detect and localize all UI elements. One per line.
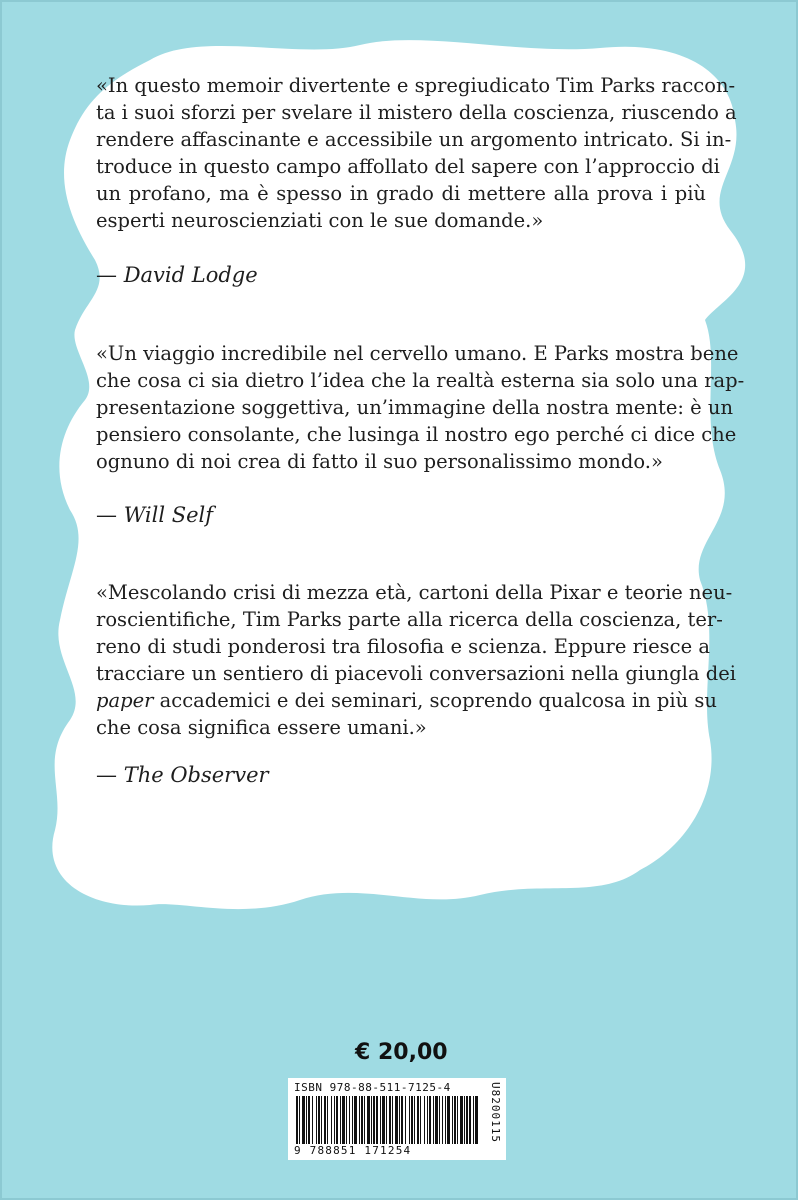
spacer-text	[117, 503, 124, 527]
quote-line: un profano, ma è spesso in grado di mettere alla prova i più	[96, 182, 706, 205]
barcode-bar	[354, 1096, 357, 1144]
barcode-bar	[454, 1096, 456, 1144]
quote-line: pensiero consolante, che lusinga il nostro ego perché ci dice che	[96, 423, 737, 446]
quote-line: che cosa ci sia dietro l’idea che la realtà esterna sia solo una rap-	[96, 369, 745, 392]
barcode-bar	[424, 1096, 425, 1144]
barcode-bar	[308, 1096, 310, 1144]
barcode-bar	[352, 1096, 353, 1144]
barcode-bar	[389, 1096, 391, 1144]
barcode-bar	[380, 1096, 381, 1144]
spacer-text	[117, 263, 124, 287]
quote-line: «In questo memoir divertente e spregiudicato Tim Parks raccon-	[96, 74, 736, 97]
barcode-bar	[401, 1096, 403, 1144]
barcode-bar	[386, 1096, 387, 1144]
quote-line: ognuno di noi crea di fatto il suo personalissimo mondo.»	[96, 450, 663, 473]
barcode-bar	[342, 1096, 345, 1144]
spacer-text	[117, 763, 124, 787]
barcode-bar	[427, 1096, 428, 1144]
barcode-bar	[457, 1096, 458, 1144]
barcode-bar	[312, 1096, 313, 1144]
barcode-bar	[334, 1096, 335, 1144]
quote-line: esperti neuroscienziati con le sue domande.»	[96, 209, 544, 232]
barcode-bar	[445, 1096, 446, 1144]
barcode-bar	[349, 1096, 350, 1144]
barcode-bar	[433, 1096, 434, 1144]
barcode-label	[288, 1078, 506, 1160]
barcode-bar	[475, 1096, 478, 1144]
barcode-bar	[376, 1096, 378, 1144]
author-name: David Lodge	[123, 263, 258, 287]
barcode-bar	[382, 1096, 385, 1144]
barcode-bar	[318, 1096, 320, 1144]
barcode-bar	[336, 1096, 338, 1144]
quote-line: «Un viaggio incredibile nel cervello umano. E Parks mostra bene	[96, 342, 739, 365]
em-dash: —	[96, 503, 117, 527]
barcode-bars	[294, 1096, 480, 1144]
barcode-bar	[411, 1096, 413, 1144]
barcode-bar	[373, 1096, 375, 1144]
barcode-bar	[327, 1096, 328, 1144]
barcode-bar	[321, 1096, 322, 1144]
quote-line: che cosa significa essere umani.»	[96, 716, 427, 739]
quote-line: «Mescolando crisi di mezza età, cartoni della Pixar e teorie neu-	[96, 581, 733, 604]
barcode-bar	[367, 1096, 370, 1144]
barcode-bar	[371, 1096, 372, 1144]
barcode-bar	[409, 1096, 410, 1144]
barcode-bar	[364, 1096, 365, 1144]
quote-line: reno di studi ponderosi tra filosofia e scienza. Eppure riesce a	[96, 635, 710, 658]
author-name: Will Self	[123, 503, 214, 527]
barcode-bar	[302, 1096, 305, 1144]
barcode-bar	[417, 1096, 419, 1144]
attribution-the-observer	[96, 763, 269, 787]
quote-david-lodge	[96, 72, 737, 234]
author-name: The Observer	[123, 763, 269, 787]
quote-line: tracciare un sentiero di piacevoli conversazioni nella giungla dei	[96, 662, 737, 685]
quote-the-observer	[96, 579, 737, 741]
barcode-bar	[442, 1096, 443, 1144]
barcode-bar	[414, 1096, 415, 1144]
barcode-bar	[447, 1096, 450, 1144]
quote-line: rendere affascinante e accessibile un argomento intricato. Si in-	[96, 128, 732, 151]
barcode-bar	[439, 1096, 440, 1144]
barcode-bar	[346, 1096, 347, 1144]
quote-line: ta i suoi sforzi per svelare il mistero della coscienza, riuscendo a	[96, 101, 737, 124]
quote-line-rest: accademici e dei seminari, scoprendo qualcosa in più su	[153, 689, 717, 712]
barcode-bar	[466, 1096, 468, 1144]
barcode-bar	[340, 1096, 341, 1144]
barcode-bar	[464, 1096, 465, 1144]
attribution-will-self	[96, 503, 213, 527]
barcode-bar	[324, 1096, 326, 1144]
quote-line: troduce in questo campo affollato del sapere con l’approccio di	[96, 155, 720, 178]
italic-word: paper	[96, 689, 154, 712]
side-code: U8200115	[489, 1082, 502, 1143]
barcode-bar	[399, 1096, 400, 1144]
barcode-bar	[299, 1096, 300, 1144]
barcode-bar	[429, 1096, 431, 1144]
em-dash: —	[96, 763, 117, 787]
barcode-bar	[460, 1096, 463, 1144]
barcode-bar	[452, 1096, 453, 1144]
barcode-bar	[296, 1096, 298, 1144]
barcode-bar	[473, 1096, 474, 1144]
quote-line	[96, 687, 717, 714]
quote-will-self	[96, 340, 745, 475]
barcode-bar	[359, 1096, 360, 1144]
barcode-bar	[395, 1096, 398, 1144]
isbn-text: ISBN 978-88-511-7125-4	[294, 1081, 451, 1094]
quote-line: roscientifiche, Tim Parks parte alla ricerca della coscienza, ter-	[96, 608, 723, 631]
barcode-bar	[392, 1096, 393, 1144]
ean-digits: 9 788851 171254	[294, 1144, 412, 1157]
quote-line: presentazione soggettiva, un’immagine della nostra mente: è un	[96, 396, 734, 419]
em-dash: —	[96, 263, 117, 287]
barcode-bar	[331, 1096, 332, 1144]
barcode-bar	[316, 1096, 317, 1144]
barcode-bar	[469, 1096, 471, 1144]
barcode-bar	[361, 1096, 363, 1144]
barcode-bar	[420, 1096, 421, 1144]
barcode-bar	[306, 1096, 307, 1144]
barcode-bar	[405, 1096, 406, 1144]
attribution-david-lodge	[96, 263, 258, 287]
barcode-bar	[435, 1096, 438, 1144]
price-label: € 20,00	[355, 1040, 448, 1065]
